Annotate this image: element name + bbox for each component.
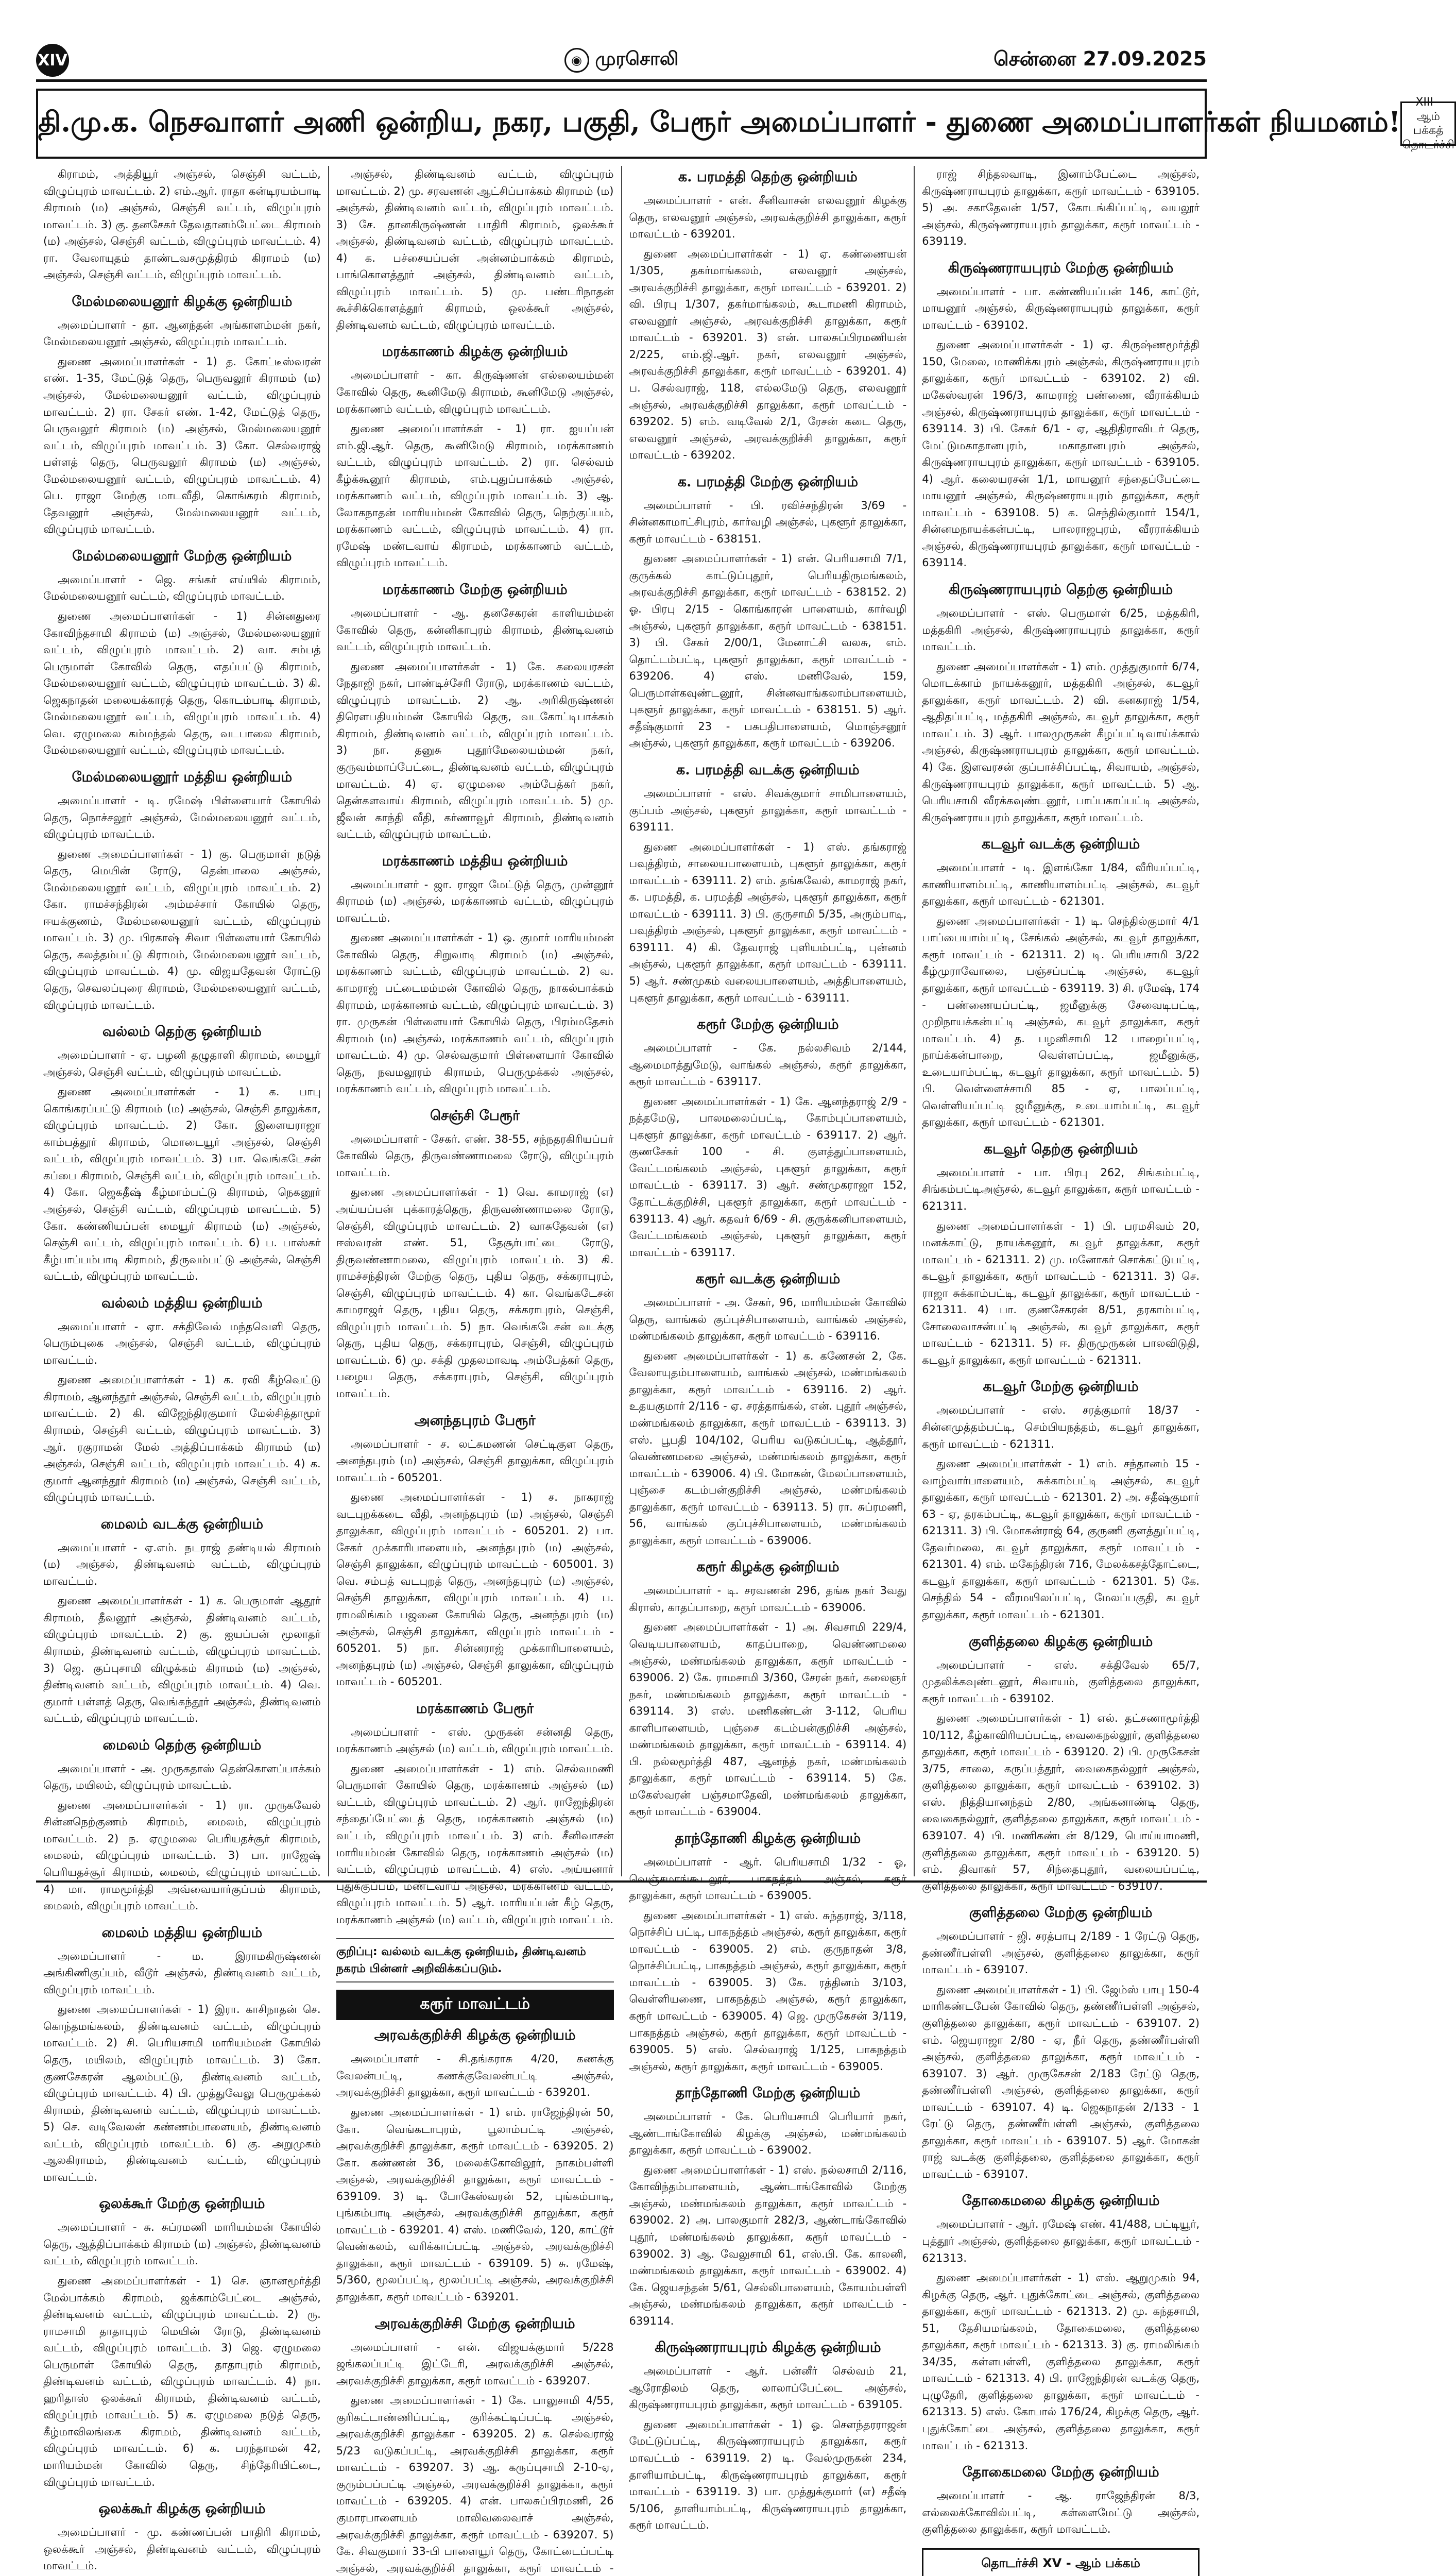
paragraph: துணை அமைப்பாளர்கள் - 1) ச. நாகராஜ் வடபுறக்கடை வீதி, அனந்தபுரம் (ம) அஞ்சல், செஞ்சி தாலுக்கா, விழுப்புரம் மாவட்டம் - 605201. 2) பா. சேகர் முக்காரிபாளையம், அனந்தபுரம் (ம) அஞ்சல், செஞ்சி தாலுக்கா, விழுப்புரம் மாவட்டம் - 605001. 3) வெ. சம்பத் வடபுறத் தெரு, அனந்தபுரம் (ம) அஞ்சல், செஞ்சி தாலுக்கா, விழுப்புரம் மாவட்டம். 4) ப. ராமலிங்கம் பஜனை கோயில் தெரு, அனந்தபுரம் (ம) அஞ்சல், செஞ்சி தாலுக்கா, விழுப்புரம் மாவட்டம் - 605201. 5) நா. சின்னராஜ் முக்காரிபாளையம், அனந்தபுரம் (ம) அஞ்சல், செஞ்சி தாலுக்கா, விழுப்புரம் மாவட்டம் - 605201.: [336, 1491, 614, 1688]
paragraph: அமைப்பாளர் - சு. சுப்ரமணி மாரியம்மன் கோயில் தெரு, ஆத்திப்பாக்கம் கிராமம் (ம) அஞ்சல், திண்டிவனம் வட்டம், விழுப்புரம் மாவட்டம்.: [43, 2221, 321, 2267]
section-title: அனந்தபுரம் பேரூர்: [414, 1412, 536, 1429]
paragraph: துணை அமைப்பாளர்கள் - 1) டி. செந்தில்குமார் 4/1 பாப்பையாம்பட்டி, சேங்கல் அஞ்சல், கடவூர் தாலுக்கா, கரூர் மாவட்டம் - 621311. 2) டி. பெரியசாமி 3/22 கீழ்முராவோலை, பஞ்சப்பட்டி அஞ்சல், கடவூர் தாலுக்கா, கரூர் மாவட்டம் - 639119. 3) சி. ரமேஷ், 174 - பண்ணையப்பட்டி, ஜமீனுக்கு சேவைடிபட்டி, முறிநாயக்கன்பட்டி அஞ்சல், கடவூர் தாலுக்கா, கரூர் மாவட்டம். 4) த. பழனிசாமி 12 பாறைப்பட்டி, நாய்க்கன்பாறை, வெள்ளப்பட்டி, ஜமீனுக்கு, உடையாம்பட்டி, கடவூர் தாலுக்கா, கரூர் மாவட்டம். 5) பி. வெள்ளைச்சாமி 85 - ஏ, பாலப்பட்டி, வெள்ளியப்பட்டி ஜமீனுக்கு, உடையாம்பட்டி, கடவூர் தாலுக்கா, கரூர் மாவட்டம் - 621301.: [922, 914, 1200, 1129]
union-section: [922, 2464, 1200, 2538]
union-section: [43, 548, 321, 759]
paragraph: துணை அமைப்பாளர்கள் - 1) பி. ஜேம்ஸ் பாபு 150-4 மாரிகண்டபேன் கோவில் தெரு, தண்ணீர்பள்ளி அஞ்சல், குளித்தலை தாலுக்கா, கரூர் மாவட்டம் - 639107. 2) எம். ஜெயராஜா 2/80 - ஏ, நீர் தெரு, தண்ணீர்பள்ளி அஞ்சல், குளித்தலை தாலுக்கா, கரூர் மாவட்டம் - 639107. 3) ஆர். முருகேசன் 2/183 ரேட்டு தெரு, தண்ணீர்பள்ளி அஞ்சல், குளித்தலை தாலுக்கா, கரூர் மாவட்டம் - 639107. 4) டி. ஜெகநாதன் 2/133 - 1 ரேட்டு தெரு, தண்ணீர்பள்ளி அஞ்சல், குளித்தலை தாலுக்கா, கரூர் மாவட்டம் - 639107. 5) ஆர். மோகன் ராஜ் வடக்கு குளித்தலை, குளித்தலை தாலுக்கா, கரூர் மாவட்டம் - 639107.: [922, 1983, 1200, 2180]
union-section: [336, 1108, 614, 1402]
paragraph: அமைப்பாளர் - எஸ். பெருமாள் 6/25, மத்தகிரி, மத்தகிரி அஞ்சல், கிருஷ்ணராயபுரம் தாலுக்கா, கரூர் மாவட்டம்.: [922, 607, 1200, 653]
union-section: [922, 1905, 1200, 2182]
section-title: மைலம் மத்திய ஒன்றியம்: [101, 1924, 263, 1941]
union-section: [629, 2085, 907, 2329]
union-section: [336, 1413, 614, 1690]
section-title: மைலம் தெற்கு ஒன்றியம்: [102, 1737, 262, 1753]
union-section: [336, 1701, 614, 1928]
section-body: [922, 283, 1200, 571]
paragraph: அமைப்பாளர் - பா. பிரபு 262, சிங்கம்பட்டி, சிங்கம்பட்டிஅஞ்சல், கடவூர் தாலுக்கா, கரூர் மாவட்டம் - 621311.: [922, 1166, 1200, 1212]
section-title: தோகைமலை கிழக்கு ஒன்றியம்: [962, 2193, 1160, 2209]
paragraph: துணை அமைப்பாளர்கள் - 1) க. பெருமாள் ஆதூர் கிராமம், தீவனூர் அஞ்சல், திண்டிவனம் வட்டம், விழுப்புரம் மாவட்டம். 2) கு. ஐயப்பன் மூலாதர் கிராமம், திண்டிவனம் வட்டம், விழுப்புரம் மாவட்டம். 3) ஜெ. குப்புசாமி விழுக்கம் கிராமம் (ம) அஞ்சல், திண்டிவனம் வட்டம், விழுப்புரம் மாவட்டம். 4) வெ. குமார் பள்ளத் தெரு, வெங்கந்தூர் அஞ்சல், திண்டிவனம் வட்டம், விழுப்புரம் மாவட்டம்.: [43, 1595, 321, 1725]
union-section: [336, 853, 614, 1097]
section-body: [922, 166, 1200, 250]
section-title: கடவூர் மேற்கு ஒன்றியம்: [983, 1379, 1139, 1395]
paragraph: துணை அமைப்பாளர்கள் - 1) சின்னதுரை கோவிந்தசாமி கிராமம் (ம) அஞ்சல், மேல்மலையனூர் வட்டம், விழுப்புரம் மாவட்டம். 2) வா. சம்பத் பெருமாள் கோவில் தெரு, எதப்பட்டு கிராமம், மேல்மலையனூர் வட்டம், விழுப்புரம் மாவட்டம். 3) கி. ஜெகநாதன் மலையக்காரத் தெரு, கொடம்பாடி கிராமம், மேல்மலையனூர் வட்டம், விழுப்புரம் மாவட்டம். 4) வெ. ஏழுமலை கம்மந்தல் தெரு, வடபாலை கிராமம், மேல்மலையனூர் வட்டம், விழுப்புரம் மாவட்டம்.: [43, 610, 321, 757]
paragraph: துணை அமைப்பாளர்கள் - 1) கே. கலையரசன் நேதாஜி நகர், பாண்டிச்சேரி ரோடு, மரக்காணம் வட்டம், விழுப்புரம் மாவட்டம். 2) ஆ. அரிகிருஷ்ணன் திரௌபதியம்மன் கோயில் தெரு, வடகோட்டிபாக்கம் கிராமம், திண்டிவனம் வட்டம், விழுப்புரம் மாவட்டம். 3) நா. தனுசு புதூர்மேலையம்மன் நகர், குருவம்மாப்பேட்டை, திண்டிவனம் வட்டம், விழுப்புரம் மாவட்டம். 4) ஏ. ஏழுமலை அம்பேத்கர் நகர், தென்களவாய் கிராமம், விழுப்புரம் மாவட்டம். 5) மு. ஜீவன் காந்தி வீதி, கர்ணாவூர் கிராமம், திண்டிவனம் வட்டம், விழுப்புரம் மாவட்டம்.: [336, 660, 614, 841]
section-body: [922, 2487, 1200, 2538]
section-title: க. பரமத்தி தெற்கு ஒன்றியம்: [678, 169, 858, 185]
union-section: [922, 1141, 1200, 1369]
column-4: [914, 166, 1207, 2570]
paragraph: துணை அமைப்பாளர்கள் - 1) வெ. காமராஜ் (எ) அய்யப்பன் புக்காரத்தெரு, திருவண்ணாமலை ரோடு, செஞ்சி, விழுப்புரம் மாவட்டம். 2) வாசுதேவன் (எ) ஈஸ்வரன் எண். 51, தேசூர்பாட்டை ரோடு, திருவண்ணாமலை, விழுப்புரம் மாவட்டம். 3) கி. ராமச்சந்திரன் மேற்கு தெரு, புதிய தெரு, சக்கராபுரம், செஞ்சி, விழுப்புரம் மாவட்டம். 4) கா. வெங்கடேசன் காமராஜர் தெரு, புதிய தெரு, சக்கராபுரம், செஞ்சி, விழுப்புரம் மாவட்டம். 5) நா. வெங்கடேசன் வடக்கு தெரு, புதிய தெரு, சக்கராபுரம், செஞ்சி, விழுப்புரம் மாவட்டம். 6) மு. சக்தி முதலமாவடி அம்பேத்கர் தெரு, பழைய தெரு, சக்கராபுரம், செஞ்சி, விழுப்புரம் மாவட்டம்.: [336, 1186, 614, 1400]
paragraph: துணை அமைப்பாளர்கள் - 1) கே. பாலுசாமி 4/55, குரிகட்டாண்ணிப்பட்டி, குரிக்கட்டிப்பட்டி அஞ்சல், அரவக்குறிச்சி தாலுக்கா - 639205. 2) க. செல்வராஜ் 5/23 வடுகப்பட்டி, அரவக்குறிச்சி தாலுக்கா, கரூர் மாவட்டம் - 639207. 3) ஆ. கருப்புசாமி 2-10-ஏ, குரும்பப்பட்டி அஞ்சல், அரவக்குறிச்சி தாலுக்கா, கரூர் மாவட்டம் - 639205. 4) என். பாலசுப்பிரமணி, 26 குமாரபாளையம் மாலிவலைவாச் அஞ்சல், அரவக்குறிச்சி தாலுக்கா, கரூர் மாவட்டம் - 639207. 5) கே. சிவகுமார் 33-பி பாளையூர் தெரு, கோட்டைப்பட்டி அஞ்சல், அரவக்குறிச்சி தாலுக்கா, கரூர் மாவட்டம் -: [336, 2394, 614, 2574]
union-section: [629, 762, 907, 1006]
main-headline: தி.மு.க. நெசவாளர் அணி ஒன்றிய, நகர, பகுதி, பேரூர் அமைப்பாளர் - துணை அமைப்பாளர்கள் நியமனம்!: [38, 105, 1401, 138]
paragraph: அமைப்பாளர் - என். விஜயக்குமார் 5/228 ஜங்கலப்பட்டி இட்டேரி, அரவக்குறிச்சி அஞ்சல், அரவக்குறிச்சி தாலுக்கா, கரூர் மாவட்டம் - 639207.: [336, 2341, 614, 2387]
section-body: [336, 166, 614, 333]
section-body: [43, 571, 321, 759]
section-title: கடவூர் தெற்கு ஒன்றியம்: [983, 1141, 1138, 1157]
union-section: [43, 2501, 321, 2576]
section-body: [43, 2524, 321, 2576]
section-body: [922, 1657, 1200, 1895]
union-section: [336, 2316, 614, 2576]
paragraph: அமைப்பாளர் - கே. நல்லசிவம் 2/144, ஆமைமாத்துமேடு, வாங்கல் அஞ்சல், கரூர் தாலுக்கா, கரூர் மாவட்டம் - 639117.: [629, 1042, 907, 1088]
paragraph: அமைப்பாளர் - எஸ். சக்திவேல் 65/7, முதலிக்கவுண்டனூர், சிவாயம், குளித்தலை தாலுக்கா, கரூர் மாவட்டம் - 639102.: [922, 1658, 1200, 1705]
section-title: குளித்தலை கிழக்கு ஒன்றியம்: [968, 1633, 1153, 1650]
paragraph: துணை அமைப்பாளர்கள் - 1) ஒ. குமார் மாரியம்மன் கோவில் தெரு, சிறுவாடி கிராமம் (ம) அஞ்சல், மரக்காணம் வட்டம், விழுப்புரம் மாவட்டம். 2) வ. காமராஜ் பட்டைமம்மன் கோவில் தெரு, நாகல்பாக்கம் கிராமம், மரக்காணம் வட்டம், விழுப்புரம் மாவட்டம். 3) ரா. முருகன் பிள்ளையார் கோயில் தெரு, பிரம்மதேசம் கிராமம் (ம) அஞ்சல், மரக்காணம் வட்டம், விழுப்புரம் மாவட்டம். 4) மு. செல்வகுமார் பிள்ளையார் கோவில் தெரு, நவமலூரம் கிராமம், பெருமுக்கல் அஞ்சல், மரக்காணம் வட்டம், விழுப்புரம் மாவட்டம்.: [336, 931, 614, 1095]
paragraph: துணை அமைப்பாளர்கள் - 1) எம். செல்வமணி பெருமாள் கோயில் தெரு, மரக்காணம் அஞ்சல் (ம) வட்டம், விழுப்புரம் மாவட்டம். 2) ஆர். ராஜேந்திரன் சந்தைப்பேட்டைத் தெரு, மரக்காணம் அஞ்சல் (ம) வட்டம், விழுப்புரம் மாவட்டம். 3) எம். சீனிவாசன் மாரியம்மன் கோவில் தெரு, மரக்காணம் அஞ்சல் (ம) வட்டம், விழுப்புரம் மாவட்டம். 4) எஸ். அய்யனார் புதுக்குப்பம், மண்டவாய் அஞ்சல், மரக்காணம் வட்டம், விழுப்புரம் மாவட்டம். 5) ஆர். மாரியப்பன் கீழ் தெரு, மரக்காணம் அஞ்சல் (ம) வட்டம், விழுப்புரம் மாவட்டம்.: [336, 1762, 614, 1926]
paragraph: துணை அமைப்பாளர்கள் - 1) ஓ. சௌந்தரராஜன் மேட்டுப்பட்டி, கிருஷ்ணராயபுரம் தாலுக்கா, கரூர் மாவட்டம் - 639119. 2) டி. வேல்முருகன் 234, தாளியாம்பட்டி, கிருஷ்ணராயபுரம் தாலுக்கா, கரூர் மாவட்டம் - 639119. 3) பா. முத்துக்குமார் (எ) சதீஷ் 5/106, தாளியாம்பட்டி, கிருஷ்ணராயபுரம் தாலுக்கா, கரூர் மாவட்டம்.: [629, 2418, 907, 2532]
section-body: [43, 1539, 321, 1727]
section-title: தோகைமலை மேற்கு ஒன்றியம்: [962, 2464, 1159, 2481]
paragraph: துணை அமைப்பாளர்கள் - 1) பி. பரமசிவம் 20, மனக்காட்டு, நாயக்கனூர், கடவூர் தாலுக்கா, கரூர் மாவட்டம் - 621311. 2) மு. மனோகர் சொக்கட்டுபட்டி, கடவூர் தாலுக்கா, கரூர் மாவட்டம் - 621311. 3) செ. ராஜா சுக்காம்பட்டி, கடவூர் தாலுக்கா, கரூர் மாவட்டம் - 621311. 4) பா. குணசேகரன் 8/51, தரகாம்பட்டி, சோலைவாசன்பட்டி அஞ்சல், கடவூர் தாலுக்கா, கரூர் மாவட்டம் - 621311. 5) ஈ. திருமுருகன் பாலவிடுதி, கடவூர் தாலுக்கா, கரூர் மாவட்டம் - 621311.: [922, 1219, 1200, 1366]
paragraph: துணை அமைப்பாளர்கள் - 1) எஸ். தங்கராஜ் பவுத்திரம், சாலையபாளையம், புகளூர் தாலுக்கா, கரூர் மாவட்டம் - 639111. 2) எம். தங்கவேல், காமராஜ் நகர், க. பரமத்தி, க. பரமத்தி அஞ்சல், புகளூர் தாலுக்கா, கரூர் மாவட்டம் - 639111. 3) பி. குருசாமி 5/35, அரும்பாடி, பவுத்திரம் அஞ்சல், புகளூர் தாலுக்கா, கரூர் மாவட்டம் - 639111. 4) கி. தேவராஜ் புளியம்பட்டி, புன்னம் அஞ்சல், புகளூர் தாலுக்கா, கரூர் மாவட்டம் - 639111. 5) ஆர். சண்முகம் வலையபாளையம், அத்திபாளையம், புகளூர் தாலுக்கா, கரூர் மாவட்டம் - 639111.: [629, 840, 907, 1004]
section-body: [629, 1040, 907, 1261]
paragraph: துணை அமைப்பாளர்கள் - 1) எம். சந்தானம் 15 - வாழ்வார்பாளையம், சுக்காம்பட்டி அஞ்சல், கடவூர் தாலுக்கா, கரூர் மாவட்டம் - 621301. 2) அ. சதீஷ்குமார் 63 - ஏ, தரகம்பட்டி, கடவூர் தாலுக்கா, கரூர் மாவட்டம் - 621311. 3) பி. மோகன்ராஜ் 64, குருணி குளத்துப்பட்டி, தேவர்மலை, கடவூர் தாலுக்கா, கரூர் மாவட்டம் - 621301. 4) எம். மகேந்திரன் 716, மேலக்கசத்தோட்டை, கடவூர் தாலுக்கா, கரூர் மாவட்டம் - 621301. 5) கே. செந்தில் 54 - வீரமயிலப்பட்டி, மேலப்பகுதி, கடவூர் தாலுக்கா, கரூர் மாவட்டம் - 621301.: [922, 1458, 1200, 1621]
section-body: [43, 2219, 321, 2490]
paragraph: அமைப்பாளர் - ஜா. ராஜா மேட்டுத் தெரு, முன்னூர் கிராமம் (ம) அஞ்சல், மரக்காணம் வட்டம், விழுப்புரம் மாவட்டம்.: [336, 878, 614, 924]
section-title: குளித்தலை மேற்கு ஒன்றியம்: [969, 1905, 1153, 1921]
paragraph: துணை அமைப்பாளர்கள் - 1) எல். தட்சணாமூர்த்தி 10/112, கீழ்காவிரியப்பட்டி, வைகைநல்லூர், குளித்தலை தாலுக்கா, கரூர் மாவட்டம் - 639120. 2) பி. முருகேசன் 3/75, சாலை, கருப்பத்தூர், வைகைநல்லூர் அஞ்சல், குளித்தலை தாலுக்கா, கரூர் மாவட்டம் - 639102. 3) எஸ். நித்தியானந்தம் 2/80, அங்கனாண்டி தெரு, வைகைநல்லூர், குளித்தலை தாலுக்கா, கரூர் மாவட்டம் - 639107. 4) பி. மணிகண்டன் 8/129, பொய்யாமணி, குளித்தலை தாலுக்கா, கரூர் மாவட்டம் - 639120. 5) எம். திவாகர் 57, சிந்தைபுதூர், வலையப்பட்டி, குளித்தலை தாலுக்கா, கரூர் மாவட்டம் - 639107.: [922, 1712, 1200, 1892]
section-body: [43, 1047, 321, 1285]
paragraph: அமைப்பாளர் - ஏா. சக்திவேல் மந்தவெளி தெரு, பெரும்புகை அஞ்சல், செஞ்சி வட்டம், விழுப்புரம் மாவட்டம்.: [43, 1320, 321, 1366]
union-section: [43, 769, 321, 1013]
continued-from-box: [1400, 96, 1455, 151]
paragraph: துணை அமைப்பாளர்கள் - 1) த. கோட்டீஸ்வரன் எண். 1-35, மேட்டுத் தெரு, பெருவலூர் கிராமம் (ம) அஞ்சல், மேல்மலையனூர் வட்டம், விழுப்புரம் மாவட்டம். 2) ரா. சேகர் எண். 1-42, மேட்டுத் தெரு, பெருவலூர் கிராமம் (ம) அஞ்சல், மேல்மலையனூர் வட்டம், விழுப்புரம் மாவட்டம். 3) கோ. செல்வராஜ் பள்ளத் தெரு, பெருவலூர் கிராமம் (ம) அஞ்சல், மேல்மலையனூர் வட்டம், விழுப்புரம் மாவட்டம். 4) பெ. ராஜா மேற்கு மாடவீதி, கொங்கரம் கிராமம், தேவனூர் அஞ்சல், மேல்மலையனூர் வட்டம், விழுப்புரம் மாவட்டம்.: [43, 355, 321, 536]
section-body: [629, 1294, 907, 1549]
paragraph: அமைப்பாளர் - டி. ரமேஷ் பிள்ளையார் கோயில் தெரு, நொச்சலூர் அஞ்சல், மேல்மலையனூர் வட்டம், விழுப்புரம் மாவட்டம்.: [43, 794, 321, 841]
paragraph: அமைப்பாளர் - ஜெ. சங்கர் எய்யில் கிராமம், மேல்மலையனூர் வட்டம், விழுப்புரம் மாவட்டம்.: [43, 573, 321, 603]
union-section: [922, 836, 1200, 1131]
paragraph: அமைப்பாளர் - ஆ. ராஜேந்திரன் 8/3, எல்லைக்கோவில்பட்டி, கள்ளைமேட்டு அஞ்சல், குளித்தலை தாலுக்கா, கரூர் மாவட்டம்.: [922, 2489, 1200, 2536]
section-body: [336, 367, 614, 571]
paragraph: அமைப்பாளர் - ச. லட்சுமணன் செட்டிகுள தெரு, அனந்தபுரம் (ம) அஞ்சல், செஞ்சி தாலுக்கா, விழுப்புரம் மாவட்டம் - 605201.: [336, 1437, 614, 1484]
paragraph: அமைப்பாளர் - ஜி. சரத்பாபு 2/189 - 1 ரேட்டு தெரு, தண்ணீர்பள்ளி அஞ்சல், குளித்தலை தாலுக்கா, கரூர் மாவட்டம் - 639107.: [922, 1930, 1200, 1976]
paragraph: துணை அமைப்பாளர்கள் - 1) அ. சிவசாமி 229/4, வெடியபாளையம், காதப்பாறை, வெண்ணமலை அஞ்சல், மண்மங்கலம் தாலுக்கா, கரூர் மாவட்டம் - 639006. 2) கே. ராமசாமி 3/360, சேரன் நகர், கலைஞர் நகர், மண்மங்கலம் தாலுக்கா, கரூர் மாவட்டம் - 639114. 3) எஸ். மணிகண்டன் 3-112, பெரிய காளிபாளையம், புஞ்சை கடம்பன்குறிச்சி அஞ்சல், மண்மங்கலம் தாலுக்கா, கரூர் மாவட்டம் - 639114. 4) பி. நல்லமூர்த்தி 487, ஆனந்த் நகர், மண்மங்கலம் தாலுக்கா, கரூர் மாவட்டம் - 639114. 5) கே. மகேஸ்வரன் பஞ்சமாதேவி, மண்மங்கலம் தாலுக்கா, கரூர் மாவட்டம் - 639004.: [629, 1621, 907, 1818]
section-title: கரூர் மேற்கு ஒன்றியம்: [697, 1016, 839, 1033]
section-body: [43, 317, 321, 538]
section-title: கிருஷ்ணராயபுரம் மேற்கு ஒன்றியம்: [948, 260, 1174, 276]
section-body: [336, 1131, 614, 1402]
union-section: [336, 166, 614, 333]
continued-from-line1: XIII - ஆம் பக்கத்: [1413, 96, 1444, 137]
union-section: [43, 1295, 321, 1506]
section-body: [336, 1436, 614, 1690]
union-section: [336, 2027, 614, 2305]
paragraph: துணை அமைப்பாளர்கள் - 1) எம். முத்துகுமார் 6/74, மொடக்காம் நாயக்கனூர், மத்தகிரி அஞ்சல், கடவூர் தாலுக்கா, கரூர் மாவட்டம். 2) வி. கனகராஜ் 1/54, ஆதிதப்பட்டி, மத்தகிரி அஞ்சல், கடவூர் தாலுக்கா, கரூர் மாவட்டம். 3) ஆர். பாலமுருகன் கீழப்பட்டிவாய்க்கால் அஞ்சல், கிருஷ்ணராயபுரம் தாலுக்கா, கரூர் மாவட்டம். 4) கே. இளவரசன் குப்பாச்சிப்பட்டி, சிவாயம், அஞ்சல், கிருஷ்ணராயபுரம் தாலுக்கா, கரூர் மாவட்டம். 5) ஆ. பெரியசாமி வீரக்கவுண்டனூர், பாப்பகாப்பட்டி அஞ்சல், கிருஷ்ணராயபுரம் தாலுக்கா, கரூர் மாவட்டம்.: [922, 660, 1200, 824]
section-title: க. பரமத்தி மேற்கு ஒன்றியம்: [677, 473, 859, 490]
union-section: [629, 474, 907, 752]
paragraph: அமைப்பாளர் - அ. முருகதாஸ் தென்கொளப்பாக்கம் தெரு, மயிலம், விழுப்புரம் மாவட்டம்.: [43, 1762, 321, 1792]
union-section: [629, 1559, 907, 1820]
section-title: மேல்மலையனூர் கிழக்கு ஒன்றியம்: [72, 293, 293, 310]
bottom-rule: [36, 1880, 1207, 1883]
city-date: சென்னை 27.09.2025: [993, 47, 1207, 70]
column-1: [36, 166, 328, 2572]
union-section: [43, 294, 321, 538]
continued-on-box: தொடர்ச்சி XV - ஆம் பக்கம்: [922, 2548, 1200, 2576]
section-title: க. பரமத்தி வடக்கு ஒன்றியம்: [676, 761, 860, 778]
column-2: [328, 166, 621, 2574]
section-title: கடவூர் வடக்கு ஒன்றியம்: [981, 836, 1140, 853]
paragraph: துணை அமைப்பாளர்கள் - 1) செ. ஞானமூர்த்தி மேல்பாக்கம் கிராமம், ஜக்காம்பேட்டை அஞ்சல், திண்டிவனம் வட்டம், விழுப்புரம் மாவட்டம். 2) ரு. ராமசாமி தாதாபுரம் மெயின் ரோடு, திண்டிவனம் வட்டம், விழுப்புரம் மாவட்டம். 3) ஜெ. ஏழுமலை பெருமாள் கோயில் தெரு, தாதாபுரம் கிராமம், திண்டிவனம் வட்டம், விழுப்புரம் மாவட்டம். 4) நா. ஹரிதாஸ் ஒலக்கூர் கிராமம், திண்டிவனம் வட்டம், விழுப்புரம் மாவட்டம். 5) க. ஏழுமலை நடுத் தெரு, கீழ்மாவிலங்கை கிராமம், திண்டிவனம் வட்டம், விழுப்புரம் மாவட்டம். 6) க. பரந்தாமன் 42, மாரியம்மன் கோவில் தெரு, சிந்தேரியிட்டை, விழுப்புரம் மாவட்டம்.: [43, 2274, 321, 2488]
section-body: [922, 1164, 1200, 1369]
section-body: [629, 497, 907, 752]
paragraph: அமைப்பாளர் - கே. பெரியசாமி பெரியார் நகர், ஆண்டாங்கோவில் கிழக்கு அஞ்சல், மண்மங்கலம் தாலுக்கா, கரூர் மாவட்டம் - 639002.: [629, 2110, 907, 2157]
paragraph: அமைப்பாளர் - ஏ. பழனி தழுதாளி கிராமம், மையூர் அஞ்சல், செஞ்சி வட்டம், விழுப்புரம் மாவட்டம்.: [43, 1049, 321, 1078]
union-section: [629, 1016, 907, 1261]
section-body: [43, 1760, 321, 1914]
paragraph: அமைப்பாளர் - மு. கண்ணப்பன் பாதிரி கிராமம், ஒலக்கூர் அஞ்சல், திண்டிவனம் வட்டம், விழுப்புரம் மாவட்டம்.: [43, 2526, 321, 2572]
paragraph: துணை அமைப்பாளர்கள் - 1) எஸ். ஆறுமுகம் 94, கிழக்கு தெரு, ஆர். புதுக்கோட்டை அஞ்சல், குளித்தலை தாலுக்கா, கரூர் மாவட்டம் - 621313. 2) மு. கந்தசாமி, 51, தேசியமங்கலம், தோகைமலை, குளித்தலை தாலுக்கா, கரூர் மாவட்டம் - 621313. 3) கு. ராமலிங்கம் 34/35, கள்ளபள்ளி, குளித்தலை தாலுக்கா, கரூர் மாவட்டம் - 621313. 4) பி. ராஜேந்திரன் வடக்கு தெரு, புழுதேரி, குளித்தலை தாலுக்கா, கரூர் மாவட்டம் - 621313. 5) எஸ். கோபால் 176/24, கிழக்கு தெரு, ஆர். புதுக்கோட்டை அஞ்சல், குளித்தலை தாலுக்கா, கரூர் மாவட்டம் - 621313.: [922, 2272, 1200, 2452]
paragraph: துணை அமைப்பாளர்கள் - 1) க. பாபு கொங்கரப்பட்டு கிராமம் (ம) அஞ்சல், செஞ்சி தாலுக்கா, விழுப்புரம் மாவட்டம். 2) கோ. இளையராஜா காம்பத்தூர் கிராமம், மொடையூர் அஞ்சல், செஞ்சி வட்டம், விழுப்புரம் மாவட்டம். 3) பா. வெங்கடேசன் கப்பை கிராமம், செஞ்சி வட்டம், விழுப்புரம் மாவட்டம். 4) கோ. ஜெகதீஷ் கீழ்மாம்பட்டு கிராமம், நெகனூர் அஞ்சல், செஞ்சி வட்டம், விழுப்புரம் மாவட்டம். 5) கோ. கண்ணியப்பன் மையூர் கிராமம் (ம) அஞ்சல், செஞ்சி வட்டம், விழுப்புரம் மாவட்டம். 6) ப. பாஸ்கர் கீழ்பாப்பம்பாடி கிராமம், திருவம்பட்டு அஞ்சல், செஞ்சி வட்டம், விழுப்புரம் மாவட்டம்.: [43, 1086, 321, 1283]
section-body: [922, 605, 1200, 826]
paragraph: அமைப்பாளர் - சேகர். எண். 38-55, சந்நதரகிரியப்பர் கோவில் தெரு, திருவண்ணாமலை ரோடு, விழுப்புரம் மாவட்டம்.: [336, 1132, 614, 1179]
union-section: [922, 166, 1200, 250]
union-section: [43, 166, 321, 283]
section-title: மரக்காணம் மத்திய ஒன்றியம்: [382, 853, 568, 869]
paragraph: அமைப்பாளர் - எஸ். முருகன் சன்னதி தெரு, மரக்காணம் அஞ்சல் (ம) வட்டம், விழுப்புரம் மாவட்டம்.: [336, 1725, 614, 1755]
section-title: கரூர் கிழக்கு ஒன்றியம்: [696, 1559, 840, 1575]
union-section: [629, 169, 907, 464]
section-body: [336, 876, 614, 1097]
union-section: [43, 1024, 321, 1285]
paragraph: அமைப்பாளர் - என். சீனிவாசன் எலவனூர் கிழக்கு தெரு, எலவனூர் அஞ்சல், அரவக்குறிச்சி தாலுக்கா, கரூர் மாவட்டம் - 639201.: [629, 194, 907, 241]
paragraph: துணை அமைப்பாளர்கள் - 1) ஏ. கிருஷ்ணமூர்த்தி 150, மேலை, மாணிக்கபுரம் அஞ்சல், கிருஷ்ணராயபுரம் தாலுக்கா, கரூர் மாவட்டம் - 639102. 2) வி. மகேஸ்வரன் 196/3, காமராஜ் பண்ணை, வீராக்கியம் அஞ்சல், கிருஷ்ணராயபுரம் தாலுக்கா, கரூர் மாவட்டம் - 639114. 3) பி. சேகர் 6/1 - ஏ, ஆதிதிராவிடர் தெரு, மேட்டுமகாதானபுரம், மகாதானபுரம் அஞ்சல், கிருஷ்ணராயபுரம் தாலுக்கா, கரூர் மாவட்டம் - 639105. 4) ஆர். கலையரசன் 1/1, மாயனூர் சந்தைப்பேட்டை மாயனூர் அஞ்சல், கிருஷ்ணராயபுரம் தாலுக்கா, கரூர் மாவட்டம் - 639108. 5) க. செந்தில்குமார் 154/1, சின்னமநாயக்கன்பட்டி, பாலராஜபுரம், வீரராக்கியம் அஞ்சல், கிருஷ்ணராயபுரம் தாலுக்கா, கரூர் மாவட்டம் - 639114.: [922, 338, 1200, 569]
union-section: [43, 1925, 321, 2186]
section-title: வல்லம் மத்திய ஒன்றியம்: [101, 1295, 263, 1311]
section-body: [629, 1582, 907, 1820]
paragraph: அமைப்பாளர் - அ. சேகர், 96, மாரியம்மன் கோவில் தெரு, வாங்கல் குப்புச்சிபாளையம், வாங்கல் அஞ்சல், மண்மங்கலம் தாலுக்கா, கரூர் மாவட்டம் - 639116.: [629, 1296, 907, 1343]
section-title: மேல்மலையனூர் மேற்கு ஒன்றியம்: [72, 548, 292, 564]
paragraph: துணை அமைப்பாளர்கள் - 1) க. ரவி கீழ்வெட்டு கிராமம், ஆனந்தூர் அஞ்சல், செஞ்சி வட்டம், விழுப்புரம் மாவட்டம். 2) கி. விஜேந்திரகுமார் மேல்சித்தாமூர் கிராமம், செஞ்சி வட்டம், விழுப்புரம் மாவட்டம். 3) ஆர். ரகுராமன் மேல் அத்திப்பாக்கம் கிராமம் (ம) அஞ்சல், செஞ்சி வட்டம், விழுப்புரம் மாவட்டம். 4) க. குமார் ஆனந்தூர் கிராமம் (ம) அஞ்சல், செஞ்சி வட்டம், விழுப்புரம் மாவட்டம்.: [43, 1374, 321, 1504]
union-section: [336, 344, 614, 571]
union-section: [922, 582, 1200, 826]
section-title: செஞ்சி பேரூர்: [430, 1107, 520, 1124]
section-title: மேல்மலையனூர் மத்திய ஒன்றியம்: [72, 769, 293, 785]
paragraph: அமைப்பாளர் - எஸ். சரத்குமார் 18/37 - சின்னமுத்தம்பட்டி, செம்பியநத்தம், கடவூர் தாலுக்கா, கரூர் மாவட்டம் - 621311.: [922, 1404, 1200, 1450]
section-body: [629, 192, 907, 464]
section-title: கிருஷ்ணராயபுரம் கிழக்கு ஒன்றியம்: [655, 2340, 881, 2356]
union-section: [922, 2193, 1200, 2454]
paragraph: அஞ்சல், திண்டிவனம் வட்டம், விழுப்புரம் மாவட்டம். 2) மு. சரவணன் ஆட்சிப்பாக்கம் கிராமம் (ம) அஞ்சல், திண்டிவனம் வட்டம், விழுப்புரம் மாவட்டம். 3) சே. தானகிருஷ்ணன் பாதிரி கிராமம், ஒலக்கூர் அஞ்சல், திண்டிவனம் வட்டம், விழுப்புரம் மாவட்டம். 4) க. பச்சையப்பன் அன்னம்பாக்கம் கிராமம், பாங்கொளத்தூர் அஞ்சல், திண்டிவனம் வட்டம், விழுப்புரம் மாவட்டம். 5) மு. பண்டரிநாதன் கூச்சிக்கொளத்தூர் கிராமம், ஒலக்கூர் அஞ்சல், திண்டிவனம் வட்டம், விழுப்புரம் மாவட்டம்.: [336, 168, 614, 331]
masthead: [36, 41, 1207, 82]
paragraph: அமைப்பாளர் - பா. கண்ணியப்பன் 146, காட்டூர், மாயனூர் அஞ்சல், கிருஷ்ணராயபுரம் தாலுக்கா, கரூர் மாவட்டம் - 639102.: [922, 285, 1200, 331]
paragraph: துணை அமைப்பாளர்கள் - 1) எம். ராஜேந்திரன் 50, கோ. வெங்கடாபுரம், பூலாம்பட்டி அஞ்சல், அரவக்குறிச்சி தாலுக்கா, கரூர் மாவட்டம் - 639205. 2) கோ. கண்ணன் 36, மலைக்கோவிலூர், நாகம்பள்ளி அஞ்சல், அரவக்குறிச்சி தாலுக்கா, கரூர் மாவட்டம் - 639109. 3) டி. போகேஸ்வரன் 52, புங்கம்பாடி, புங்கம்பாடி அஞ்சல், அரவக்குறிச்சி தாலுக்கா, கரூர் மாவட்டம் - 639201. 4) எஸ். மணிவேல், 120, காட்டூர் வெண்கலம், வரிக்காப்பட்டி அஞ்சல், அரவக்குறிச்சி தாலுக்கா, கரூர் மாவட்டம் - 639109. 5) சு. ரமேஷ், 5/360, மூலப்பட்டி, மூலப்பட்டி அஞ்சல், அரவக்குறிச்சி தாலுக்கா, கரூர் மாவட்டம் - 639201.: [336, 2106, 614, 2303]
paragraph: அமைப்பாளர் - ஏ.எம். நடராஜ் தண்டியல் கிராமம் (ம) அஞ்சல், திண்டிவனம் வட்டம், விழுப்புரம் மாவட்டம்.: [43, 1541, 321, 1587]
paragraph: அமைப்பாளர் - ஆர். பெரியசாமி 1/32 - ஓ, வெஞ்சமாங்கூடலூர், பாகநத்தம் அஞ்சல், கரூர் தாலுக்கா, கரூர் மாவட்டம் - 639005.: [629, 1856, 907, 1902]
paragraph: துணை அமைப்பாளர்கள் - 1) ஏ. கண்ணையன் 1/305, தகர்மாங்கலம், எலவனூர் அஞ்சல், அரவக்குறிச்சி தாலுக்கா, கரூர் மாவட்டம் - 639201. 2) வி. பிரபு 1/307, தகர்மாங்கலம், கூடாமணி கிராமம், எலவனூர் அஞ்சல், அரவக்குறிச்சி தாலுக்கா, கரூர் மாவட்டம் - 639201. 3) என். பாலசுப்பிரமணியன் 2/225, எம்.ஜி.ஆர். நகர், எலவனூர் அஞ்சல், அரவக்குறிச்சி தாலுக்கா, கரூர் மாவட்டம் - 639201. 4) ப. செல்வராஜ், 118, எல்லமேடு தெரு, எலவனூர் அஞ்சல், அரவக்குறிச்சி தாலுக்கா, கரூர் மாவட்டம் - 639202. 5) எம். வடிவேல் 2/1, ரேசன் கடை தெரு, எலவனூர் அஞ்சல், அரவக்குறிச்சி தாலுக்கா, கரூர் மாவட்டம் - 639202.: [629, 247, 907, 462]
union-section: [43, 2196, 321, 2490]
paragraph: அமைப்பாளர் - எஸ். சிவக்குமார் சாமிபாளையம், குப்பம் அஞ்சல், புகளூர் தாலுக்கா, கரூர் மாவட்டம் - 639111.: [629, 787, 907, 834]
section-title: தாந்தோணி மேற்கு ஒன்றியம்: [675, 2085, 861, 2102]
section-title: மரக்காணம் கிழக்கு ஒன்றியம்: [382, 344, 568, 360]
paragraph: அமைப்பாளர் - டி. சரவணன் 296, தங்க நகர் 3வது கிராஸ், காதப்பாறை, கரூர் மாவட்டம் - 639006.: [629, 1584, 907, 1614]
union-section: [336, 582, 614, 843]
paper-logo-icon: ◉: [564, 48, 589, 73]
paragraph: ராஜ் சிந்தலவாடி, இனாம்பேட்டை அஞ்சல், கிருஷ்ணராயபுரம் தாலுக்கா, கரூர் மாவட்டம் - 639105. 5) அ. சகாதேவன் 1/57, கோடங்கிப்பட்டி, வயலூர் அஞ்சல், கிருஷ்ணராயபுரம் தாலுக்கா, கரூர் மாவட்டம் - 639119.: [922, 168, 1200, 248]
section-title: தாந்தோணி கிழக்கு ஒன்றியம்: [675, 1831, 861, 1847]
paragraph: துணை அமைப்பாளர்கள் - 1) எஸ். நல்லசாமி 2/116, கோவிந்தம்பாளையம், ஆண்டாங்கோவில் மேற்கு அஞ்சல், மண்மங்கலம் தாலுக்கா, கரூர் மாவட்டம் - 639002. 2) அ. பாலகுமார் 282/3, ஆண்டாங்கோவில் புதூர், மண்மங்கலம் தாலுக்கா, கரூர் மாவட்டம் - 639002. 3) ஆ. வேலுசாமி 61, எஸ்.பி. கே. காலனி, மண்மங்கலம் தாலுக்கா, கரூர் மாவட்டம் - 639002. 4) கே. ஜெயசந்தன் 5/61, செல்லிபாளையம், கோயம்பள்ளி அஞ்சல், மண்மங்கலம் தாலுக்கா, கரூர் மாவட்டம் - 639114.: [629, 2163, 907, 2327]
section-body: [336, 2339, 614, 2576]
paragraph: அமைப்பாளர் - தா. ஆனந்தன் அங்காளம்மன் நகர், மேல்மலையனூர் அஞ்சல், விழுப்புரம் மாவட்டம்.: [43, 318, 321, 348]
paragraph: அமைப்பாளர் - சி.தங்கராசு 4/20, கணக்கு வேலன்பட்டி, கணக்குவேலன்பட்டி அஞ்சல், அரவக்குறிச்சி தாலுக்கா, கரூர் மாவட்டம் - 639201.: [336, 2053, 614, 2099]
article-columns: [36, 166, 1207, 2574]
paragraph: அமைப்பாளர் - கா. கிருஷ்ணன் எல்லையம்மன் கோவில் தெரு, கூனிமேடு கிராமம், கூனிமேடு அஞ்சல், மரக்காணம் வட்டம், விழுப்புரம் மாவட்டம்.: [336, 369, 614, 415]
column-3: [621, 166, 914, 2532]
paragraph: துணை அமைப்பாளர்கள் - 1) என். பெரியசாமி 7/1, குருக்கல் காட்டுப்புதூர், பெரியதிருமங்கலம், அரவக்குறிச்சி தாலுக்கா, கரூர் மாவட்டம் - 638152. 2) ஓ. பிரபு 2/15 - கொங்காரன் பாளையம், கார்வழி அஞ்சல், புகளூர் தாலுக்கா, கரூர் மாவட்டம் - 638151. 3) பி. சேகர் 2/00/1, மேனாட்சி வலசு, எம். தொட்டம்பட்டி, புகளூர் தாலுக்கா, கரூர் மாவட்டம் - 639206. 4) எஸ். மணிவேல், 159, பெருமாள்கவுண்டனூர், சின்னவாங்கலாம்பாளையம், புகளூர் தாலுக்கா, கரூர் மாவட்டம் - 638151. 5) ஆர். சதீஷ்குமார் 23 - பசுபதிபாளையம், மொஞ்சனூர் அஞ்சல், புகளூர் தாலுக்கா, கரூர் மாவட்டம் - 639206.: [629, 552, 907, 750]
section-body: [43, 792, 321, 1013]
district-banner: கரூர் மாவட்டம்: [336, 1990, 614, 2020]
section-body: [43, 1948, 321, 2186]
paragraph: அமைப்பாளர் - ஆர். ரமேஷ் எண். 41/488, பட்டியூர், புத்தூர் அஞ்சல், குளித்தலை தாலுக்கா, கரூர் மாவட்டம் - 621313.: [922, 2218, 1200, 2264]
paper-name: [564, 48, 679, 73]
paragraph: துணை அமைப்பாளர்கள் - 1) இரா. காசிநாதன் செ. கொந்தமங்கலம், திண்டிவனம் வட்டம், விழுப்புரம் மாவட்டம். 2) சி. பெரியசாமி மாரியம்மன் கோயில் தெரு, மயிலம், விழுப்புரம் மாவட்டம். 3) கோ. குணசேகரன் ஆலம்பட்டு, திண்டிவனம் வட்டம், விழுப்புரம் மாவட்டம். 4) பி. முத்துவேலு பெருமுக்கல் கிராமம், திண்டிவனம் வட்டம், விழுப்புரம் மாவட்டம். 5) செ. வடிவேலன் கண்ணம்பாளையம், திண்டிவனம் வட்டம், விழுப்புரம் மாவட்டம். 6) கு. அறுமுகம் ஆலகிராமம், திண்டிவனம் வட்டம், விழுப்புரம் மாவட்டம்.: [43, 2003, 321, 2183]
page-number-badge: XIV: [36, 44, 69, 77]
paragraph: துணை அமைப்பாளர்கள் - 1) க. கணேசன் 2, கே. வேலாயுதம்பாளையம், வாங்கல் அஞ்சல், மண்மங்கலம் தாலுக்கா, கரூர் மாவட்டம் - 639116. 2) ஆர். உதயகுமார் 2/116 - ஏ. சரத்தாங்கல், என். புதூர் அஞ்சல், மண்மங்கலம் தாலுக்கா, கரூர் மாவட்டம் - 639113. 3) எஸ். பூபதி 104/102, பெரிய வடுகப்பட்டி, ஆத்தூர், வெண்ணமலை அஞ்சல், மண்மங்கலம் தாலுக்கா, கரூர் மாவட்டம் - 639006. 4) பி. மோகன், மேலப்பாளையம், புஞ்சை கடம்பன்குறிச்சி அஞ்சல், மண்மங்கலம் தாலுக்கா, கரூர் மாவட்டம் - 639113. 5) ரா. சுப்ரமணி, 56, வாங்கல் குப்புச்சிபாளையம், மண்மங்கலம் தாலுக்கா, கரூர் மாவட்டம் - 639006.: [629, 1349, 907, 1547]
continued-from-line2: தொடர்ச்சி: [1402, 138, 1454, 151]
section-body: [629, 785, 907, 1006]
union-section: [43, 1516, 321, 1727]
section-title: மரக்காணம் மேற்கு ஒன்றியம்: [382, 582, 568, 598]
section-title: அரவக்குறிச்சி மேற்கு ஒன்றியம்: [374, 2315, 575, 2332]
paragraph: துணை அமைப்பாளர்கள் - 1) எஸ். சுந்தராஜ், 3/118, நொச்சிப் பட்டி, பாகநத்தம் அஞ்சல், கரூர் தாலுக்கா, கரூர் மாவட்டம் - 639005. 2) எம். குருநாதன் 3/8, நொச்சிப்பட்டி, பாகநத்தம் அஞ்சல், கரூர் தாலுக்கா, கரூர் மாவட்டம் - 639005. 3) கே. ரத்தினம் 3/103, வெள்ளியணை, பாகநத்தம் அஞ்சல், கரூர் தாலுக்கா, கரூர் மாவட்டம் - 639005. 4) ஜெ. முருகேசன் 3/119, பாகநத்தம் அஞ்சல், கரூர் தாலுக்கா, கரூர் மாவட்டம் - 639005. 5) எஸ். செல்வராஜ் 1/125, பாகநத்தம் அஞ்சல், கரூர் தாலுக்கா, கரூர் மாவட்டம் - 639005.: [629, 1909, 907, 2073]
union-section: [922, 1634, 1200, 1895]
section-title: ஒலக்கூர் கிழக்கு ஒன்றியம்: [98, 2501, 266, 2517]
union-section: [629, 1831, 907, 2075]
paragraph: அமைப்பாளர் - ஆர். பன்னீர் செல்வம் 21, ஆரோதிலம் தெரு, லாலாப்பேட்டை அஞ்சல், கிருஷ்ணராயபுரம் தாலுக்கா, கரூர் மாவட்டம் - 639105.: [629, 2365, 907, 2411]
paragraph: அமைப்பாளர் - டி. இளங்கோ 1/84, வீரியப்பட்டி, காணியாளம்பட்டி, காணியாளம்பட்டி அஞ்சல், கடவூர் தாலுக்கா, கரூர் மாவட்டம் - 621301.: [922, 861, 1200, 908]
headline-box: [36, 89, 1454, 159]
union-section: [922, 260, 1200, 571]
section-title: வல்லம் தெற்கு ஒன்றியம்: [102, 1024, 262, 1040]
section-title: ஒலக்கூர் மேற்கு ஒன்றியம்: [99, 2196, 265, 2212]
section-title: அரவக்குறிச்சி கிழக்கு ஒன்றியம்: [374, 2027, 576, 2044]
section-body: [629, 2363, 907, 2533]
paragraph: துணை அமைப்பாளர்கள் - 1) ரா. முருகவேல் சின்னநெற்குணம் கிராமம், மைலம், விழுப்புரம் மாவட்டம். 2) ந. ஏழுமலை பெரியதச்சூர் கிராமம், மைலம், விழுப்புரம் மாவட்டம். 3) பா. ராஜேஷ் பெரியதச்சூர் கிராமம், மைலம், விழுப்புரம் மாவட்டம். 4) மா. ராமமூர்த்தி அவ்வையார்குப்பம் கிராமம், மைலம், விழுப்புரம் மாவட்டம்.: [43, 1799, 321, 1912]
paragraph: துணை அமைப்பாளர்கள் - 1) கே. ஆனந்தராஜ் 2/9 - நத்தமேடு, பாலமலைப்பட்டி, கோம்புப்பாளையம், புகளூர் தாலுக்கா, கரூர் மாவட்டம் - 639117. 2) ஆர். குணசேகர் 100 - சி. குளத்துப்பாளையம், வேட்டமங்கலம் அஞ்சல், புகளூர் தாலுக்கா, கரூர் மாவட்டம் - 639117. 3) ஆர். சண்முகராஜா 152, தோட்டக்குறிச்சி, புகளூர் தாலுக்கா, கரூர் மாவட்டம் - 639113. 4) ஆர். கதவர் 6/69 - சி. குருக்கனிபாளையம், வேட்டமங்கலம் அஞ்சல், புகளூர் தாலுக்கா, கரூர் மாவட்டம் - 639117.: [629, 1095, 907, 1259]
paragraph: அமைப்பாளர் - ஆ. தனசேகரன் காளியம்மன் கோவில் தெரு, கன்னிகாபுரம் கிராமம், திண்டிவனம் வட்டம், விழுப்புரம் மாவட்டம்.: [336, 607, 614, 653]
paragraph: அமைப்பாளர் - பி. ரவிச்சந்திரன் 3/69 - சின்னகாமாட்சிபுரம், கார்வழி அஞ்சல், புகளூர் தாலுக்கா, கரூர் மாவட்டம் - 638151.: [629, 499, 907, 545]
union-section: [922, 1379, 1200, 1623]
section-body: [922, 1402, 1200, 1623]
section-body: [922, 2216, 1200, 2454]
section-title: மைலம் வடக்கு ஒன்றியம்: [100, 1516, 264, 1532]
section-title: கிருஷ்ணராயபுரம் தெற்கு ஒன்றியம்: [949, 582, 1173, 598]
section-body: [629, 1854, 907, 2075]
union-section: [629, 2340, 907, 2533]
section-title: கரூர் வடக்கு ஒன்றியம்: [695, 1271, 841, 1287]
section-title: மரக்காணம் பேரூர்: [416, 1700, 534, 1717]
section-body: [336, 605, 614, 843]
union-section: [629, 1271, 907, 1549]
section-body: [922, 859, 1200, 1131]
section-body: [43, 1318, 321, 1506]
paper-name-text: முரசொலி: [595, 48, 679, 70]
union-section: [43, 1737, 321, 1914]
note: குறிப்பு: வல்லம் வடக்கு ஒன்றியம், திண்டிவனம் நகரம் பின்னர் அறிவிக்கப்படும்.: [336, 1938, 614, 1982]
section-body: [43, 166, 321, 283]
paragraph: துணை அமைப்பாளர்கள் - 1) கு. பெருமாள் நடுத் தெரு, மெயின் ரோடு, தென்பாலை அஞ்சல், மேல்மலையனூர் வட்டம், விழுப்புரம் மாவட்டம். 2) கோ. ராமச்சந்திரன் அம்மச்சார் கோயில் தெரு, ஈயக்குணம், மேல்மலையனூர் வட்டம், விழுப்புரம் மாவட்டம். 3) மு. பிரகாஷ் சிவா பிள்ளையார் கோயில் தெரு, கலத்தம்பட்டு கிராமம், மேல்மலையனூர் வட்டம், விழுப்புரம் மாவட்டம். 4) மு. விஜயதேவன் ரோட்டு தெரு, செவலப்புரை கிராமம், மேல்மலையனூர் வட்டம், விழுப்புரம் மாவட்டம்.: [43, 848, 321, 1011]
paragraph: துணை அமைப்பாளர்கள் - 1) ரா. ஐயப்பன் எம்.ஜி.ஆர். தெரு, கூனிமேடு கிராமம், மரக்காணம் வட்டம், விழுப்புரம் மாவட்டம். 2) ரா. செல்வம் கீழ்க்கூனூர் கிராமம், எம்.புதுப்பாக்கம் அஞ்சல், மரக்காணம் வட்டம், விழுப்புரம் மாவட்டம். 3) ஆ. லோகநாதன் மாரியம்மன் கோவில் தெரு, நெற்குப்பம், மரக்காணம் வட்டம், விழுப்புரம் மாவட்டம். 4) ரா. ரமேஷ் மண்டவாய் கிராமம், மரக்காணம் வட்டம், விழுப்புரம் மாவட்டம்.: [336, 422, 614, 569]
section-body: [336, 2050, 614, 2305]
section-body: [922, 1928, 1200, 2182]
paragraph: அமைப்பாளர் - ம. இராமகிருஷ்ணன் அங்கிணிகுப்பம், வீடூர் அஞ்சல், திண்டிவனம் வட்டம், விழுப்புரம் மாவட்டம்.: [43, 1950, 321, 1996]
section-body: [336, 1724, 614, 1928]
section-body: [629, 2108, 907, 2329]
paragraph: கிராமம், அத்தியூர் அஞ்சல், செஞ்சி வட்டம், விழுப்புரம் மாவட்டம். 2) எம்.ஆர். ராதா கன்டிரயம்பாடி கிராமம் (ம) அஞ்சல், செஞ்சி வட்டம், விழுப்புரம் மாவட்டம். 3) கு. தனசேகர் தேவதானம்பேட்டை கிராமம் (ம) அஞ்சல், செஞ்சி வட்டம், விழுப்புரம் மாவட்டம். 4) ரா. வேலாயுதம் தாண்டவசமுத்திரம் கிராமம் (ம) அஞ்சல், செஞ்சி வட்டம், விழுப்புரம் மாவட்டம்.: [43, 168, 321, 281]
